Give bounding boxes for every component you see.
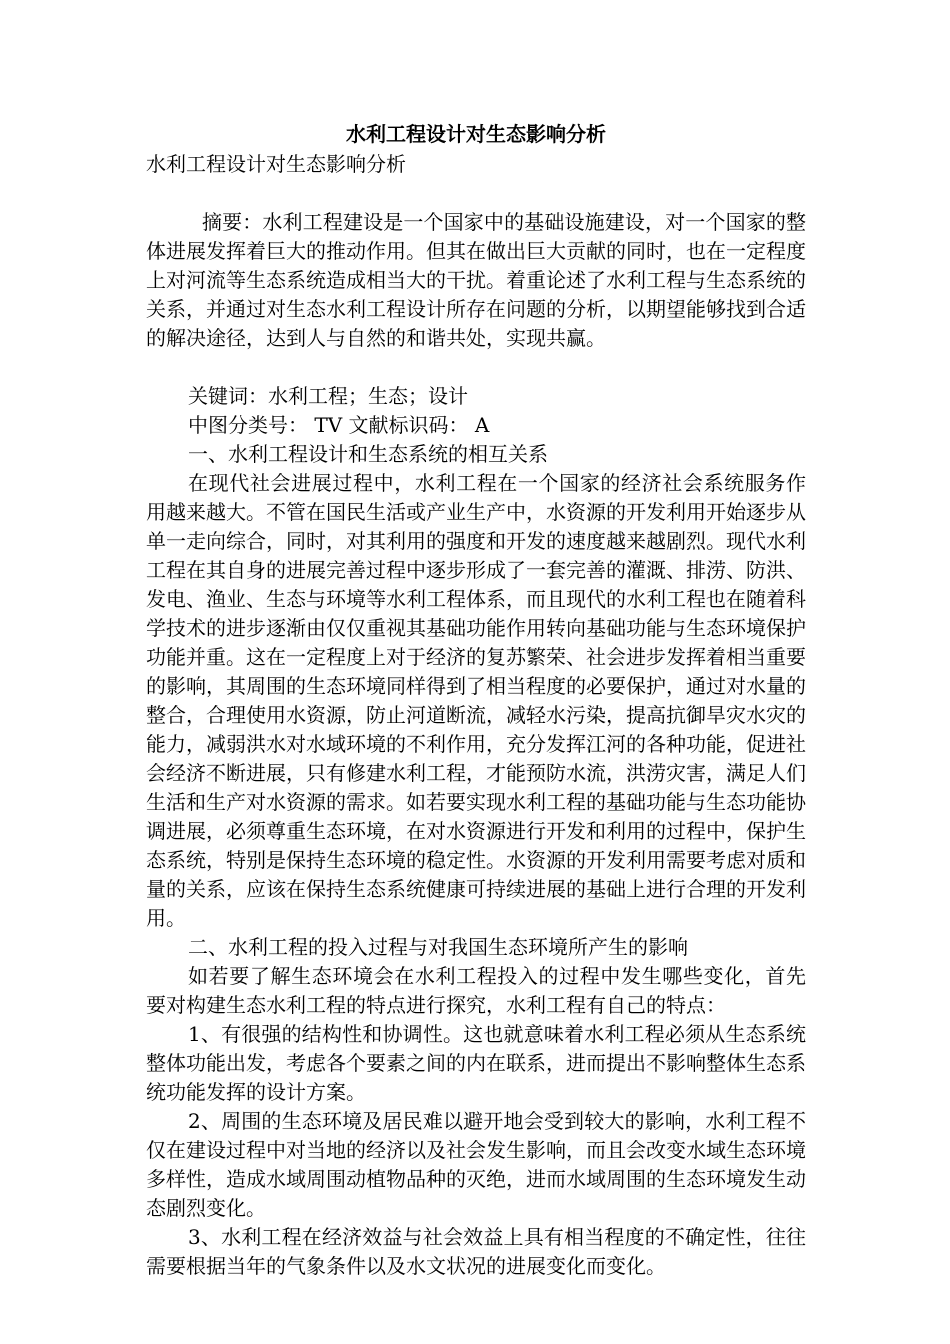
keywords-line: 关键词：水利工程；生态；设计 xyxy=(188,384,468,408)
section-2-intro-paragraph: 如若要了解生态环境会在水利工程投入的过程中发生哪些变化，首先要对构建生态水利工程的特点进行探究，水利工程有自己的特点： xyxy=(146,964,806,1017)
document-title: 水利工程设计对生态影响分析 xyxy=(346,122,606,146)
section-1-paragraph: 在现代社会进展过程中，水利工程在一个国家的经济社会系统服务作用越来越大。不管在国民生活或产业生产中，水资源的开发利用开始逐步从单一走向综合，同时，对其利用的强度和开发的速度越来越剧烈。现代水利工程在其自身的进展完善过程中逐步形成了一套完善的灌溉、排涝、防洪、发电、渔业、生态与环境等水利工程体系，而且现代的水利工程也在随着科学技术的进步逐渐由仅仅重视其基础功能作用转向基础功能与生态环境保护功能并重。这在一定程度上对于经济的复苏繁荣、社会进步发挥着相当重要的影响，其周围的生态环境同样得到了相当程度的必要保护，通过对水量的整合，合理使用水资源，防止河道断流，减轻水污染，提高抗御旱灾水灾的能力，减弱洪水对水域环境的不利作用，充分发挥江河的各种功能，促进社会经济不断进展，只有修建水利工程，才能预防水流，洪涝灾害，满足人们生活和生产对水资源的需求。如若要实现水利工程的基础功能与生态功能协调进展，必须尊重生态环境，在对水资源进行开发和利用的过程中，保护生态系统，特别是保持生态环境的稳定性。水资源的开发利用需要考虑对质和量的关系，应该在保持生态系统健康可持续进展的基础上进行合理的开发利用。 xyxy=(146,471,806,930)
point-3-paragraph: 3、水利工程在经济效益与社会效益上具有相当程度的不确定性，往往需要根据当年的气象条件以及水文状况的进展变化而变化。 xyxy=(146,1225,806,1278)
point-2-paragraph: 2、周围的生态环境及居民难以避开地会受到较大的影响，水利工程不仅在建设过程中对当地的经济以及社会发生影响，而且会改变水域生态环境多样性，造成水域周围动植物品种的灭绝，进而水域周围的生态环境发生动态剧烈变化。 xyxy=(146,1109,806,1220)
document-page xyxy=(146,118,806,1281)
document-subtitle: 水利工程设计对生态影响分析 xyxy=(146,152,406,176)
point-1-paragraph: 1、有很强的结构性和协调性。这也就意味着水利工程必须从生态系统整体功能出发，考虑各个要素之间的内在联系，进而提出不影响整体生态系统功能发挥的设计方案。 xyxy=(146,1022,806,1104)
classification-line: 中图分类号： TV 文献标识码： A xyxy=(188,413,490,437)
section-1-heading: 一、水利工程设计和生态系统的相互关系 xyxy=(188,442,548,466)
section-2-heading: 二、水利工程的投入过程与对我国生态环境所产生的影响 xyxy=(188,935,688,959)
abstract-paragraph: 摘要：水利工程建设是一个国家中的基础设施建设，对一个国家的整体进展发挥着巨大的推动作用。但其在做出巨大贡献的同时，也在一定程度上对河流等生态系统造成相当大的干扰。着重论述了水利工程与生态系统的关系，并通过对生态水利工程设计所存在问题的分析，以期望能够找到合适的解决途径，达到人与自然的和谐共处，实现共赢。 xyxy=(146,210,806,350)
